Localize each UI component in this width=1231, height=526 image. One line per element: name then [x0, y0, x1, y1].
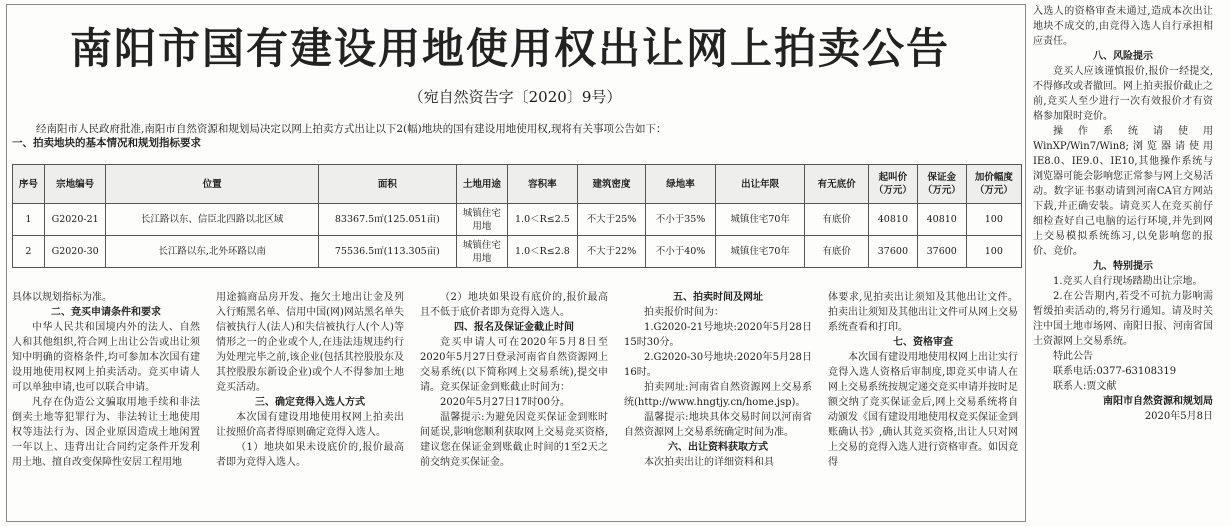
column-3	[420, 290, 608, 470]
header-cell: 出让年限	[716, 165, 805, 204]
table-header-row	[13, 165, 1022, 204]
paragraph: 温馨提示:地块具体交易时间以河南省自然资源网上交易系统确定时间为准。	[624, 412, 812, 438]
table-cell: 城镇住宅用地	[456, 236, 507, 268]
paragraph: （2）地块如果设有底价的,报价最高且不低于底价者即为竞得入选人。	[420, 292, 608, 318]
column-2	[216, 290, 404, 470]
paragraph: 2020年5月27日17时00分。	[440, 397, 570, 408]
plot-table	[12, 164, 1022, 268]
header-cell: 序号	[13, 165, 45, 204]
paragraph: 中华人民共和国境内外的法人、自然人和其他组织,符合网上出让公告或出让须知中明确的资格条件,均可参加本次国有建设用地使用权网上拍卖活动。竞买申请人可以单独申请,也可以联合申请。	[12, 322, 200, 393]
paragraph: 用途搞商品房开发、拖欠土地出让金及列入行贿黑名单、信用中国(网)网站黑名单失信被执行人(法人)和失信被执行人(个人)等情形之一的企业或个人,在违法违规违约行为处理完毕之前,该企业(包括其控股股东及其控股股东新设企业)或个人不得参加土地竞买活动。	[216, 292, 404, 393]
table-row	[13, 236, 1022, 268]
header-cell: 宗地编号	[44, 165, 106, 204]
contact-person: 联系人:贾文献	[1053, 381, 1117, 392]
paragraph: 凡存在伪造公文骗取用地手续和非法倒卖土地等犯罪行为、非法转让土地使用权等违法行为、因企业原因造成土地闲置一年以上、违背出让合同约定条件开发利用土地、擅自改变保障性安居工程用地	[12, 397, 200, 468]
intro-text: 经南阳市人民政府批准,南阳市自然资源和规划局决定以网上拍卖方式出让以下2(幅)地块的国有建设用地使用权,现将有关事项公告如下：	[36, 123, 667, 135]
table-cell: 有底价	[805, 204, 869, 236]
section-heading-9: 九、特别提示	[1093, 261, 1153, 272]
paragraph: 具体以规划指标为准。	[12, 292, 112, 303]
table-cell: 100	[966, 236, 1021, 268]
table-cell: 城镇住宅用地	[456, 204, 507, 236]
table-cell: 1	[13, 204, 45, 236]
paragraph: 本次拍卖出让的详细资料和具	[644, 457, 774, 468]
table-cell: 不大于25%	[577, 204, 645, 236]
document-number: （宛自然资告字〔2020〕9号）	[408, 88, 622, 106]
paragraph: 入选人的资格审查未通过,造成本次出让地块不成交的,由竞得入选人自行承担相应责任。	[1033, 6, 1213, 47]
header-cell: 保证金（万元）	[917, 165, 966, 204]
paragraph: （1）地块如果未设底价的,报价最高者即为竞得入选人。	[216, 442, 404, 468]
section-heading-8: 八、风险提示	[1093, 51, 1153, 62]
paragraph: 1.G2020-21号地块:2020年5月28日15时30分。	[624, 322, 812, 348]
section-heading-3: 三、确定竞得入选人方式	[255, 397, 365, 408]
header-cell: 起叫价（万元）	[868, 165, 917, 204]
paragraph: 体要求,见拍卖出让须知及其他出让文件。拍卖出让须知及其他出让文件可从网上交易系统查看和打印。	[828, 292, 1018, 333]
paragraph: 1.竞买人自行现场踏勘出让宗地。	[1053, 276, 1203, 287]
closing-text: 特此公告	[1053, 351, 1093, 362]
section-heading-4: 四、报名及保证金截止时间	[454, 322, 574, 333]
column-5	[828, 290, 1018, 470]
paragraph: 2.G2020-30号地块:2020年5月28日16时。	[624, 352, 812, 378]
paragraph: 本次国有建设用地使用权网上拍卖出让按照价高者得原则确定竞得入选人。	[216, 412, 404, 438]
header-cell: 加价幅度（万元）	[966, 165, 1021, 204]
table-cell: 37600	[868, 236, 917, 268]
side-column	[1033, 4, 1213, 424]
notice-title: 南阳市国有建设用地使用权出让网上拍卖公告	[69, 24, 950, 73]
issue-date: 2020年5月8日	[1144, 411, 1213, 422]
table-cell: 2	[13, 236, 45, 268]
section-heading-7: 七、资格审查	[893, 337, 953, 348]
table-row	[13, 204, 1022, 236]
contact-phone: 联系电话:0377-63108319	[1053, 366, 1177, 377]
paragraph: 操作系统请使用WinXP/Win7/Win8;浏览器请使用IE8.0、IE9.0、IE10,其他操作系统与浏览器可能会影响您正常参与网上交易活动。数字证书驱动请到河南CA官方网站下载,并正确安装。请竞买人在竞买前仔细检查好自己电脑的运行环境,并先到网上交易模拟系统练习,以免影响您的报价、竞价。	[1033, 126, 1213, 257]
table-cell: 城镇住宅70年	[716, 236, 805, 268]
table-cell: G2020-30	[44, 236, 106, 268]
table-cell: 有底价	[805, 236, 869, 268]
issuing-organization: 南阳市自然资源和规划局	[1103, 396, 1213, 407]
header-cell: 土地用途	[456, 165, 507, 204]
table-cell: 100	[966, 204, 1021, 236]
paragraph: 本次国有建设用地使用权网上出让实行竞得入选人资格后审制度,即竞买申请人在网上交易系统按规定递交竞买申请并按时足额交纳了竞买保证金后,网上交易系统将自动颁发《国有建设用地使用权竞买保证金到账确认书》,确认其竞买资格,出让人只对网上交易的竞得入选人进行资格审查。如因竞得	[828, 352, 1018, 468]
table-cell: 不小于35%	[645, 204, 715, 236]
table-cell: 长江路以东、信臣北四路以北区域	[106, 204, 318, 236]
section-heading-5: 五、拍卖时间及网址	[673, 292, 763, 303]
header-cell: 有无底价	[805, 165, 869, 204]
table-cell: 不大于22%	[577, 236, 645, 268]
paragraph: 温馨提示:为避免因竞买保证金到账时间延误,影响您顺利获取网上交易竞买资格,建议您在保证金到账截止时间的1至2天之前交纳竞买保证金。	[420, 412, 608, 468]
section-heading-6: 六、出让资料获取方式	[668, 442, 768, 453]
table-cell: 83367.5㎡(125.051亩)	[318, 204, 456, 236]
paragraph: 竞买人应该谨慎报价,报价一经提交,不得修改或者撤回。网上拍卖报价截止之前,竞买人至少进行一次有效报价才有资格参加限时竞价。	[1033, 66, 1213, 122]
table-cell: 40810	[868, 204, 917, 236]
header-cell: 容积率	[507, 165, 577, 204]
table-cell: 75536.5㎡(113.305亩)	[318, 236, 456, 268]
paragraph: 拍卖报价时间为：	[644, 307, 724, 318]
header-cell: 位置	[106, 165, 318, 204]
table-cell: 不小于40%	[645, 236, 715, 268]
paragraph: 竞买申请人可在2020年5月8日至2020年5月27日登录河南省自然资源网上交易系统(以下简称网上交易系统),提交申请。竞买保证金到账截止时间为：	[420, 337, 608, 393]
table-cell: 城镇住宅70年	[716, 204, 805, 236]
table-cell: 1.0＜R≤2.8	[507, 236, 577, 268]
header-cell: 绿地率	[645, 165, 715, 204]
table-cell: 1.0＜R≤2.5	[507, 204, 577, 236]
column-1	[12, 290, 200, 470]
table-cell: 40810	[917, 204, 966, 236]
header-cell: 面积	[318, 165, 456, 204]
paragraph: 拍卖网址:河南省自然资源网上交易系统(http://www.hngtjy.cn/home.jsp)。	[624, 382, 812, 408]
section-heading-2: 二、竞买申请条件和要求	[51, 307, 161, 318]
header-cell: 建筑密度	[577, 165, 645, 204]
table-cell: G2020-21	[44, 204, 106, 236]
table-cell: 长江路以东,北外环路以南	[106, 236, 318, 268]
table-cell: 37600	[917, 236, 966, 268]
section-heading-1: 一、拍卖地块的基本情况和规划指标要求	[12, 137, 201, 149]
column-4	[624, 290, 812, 470]
paragraph: 2.在公告期内,若受不可抗力影响需暂缓拍卖活动的,将另行通知。请及时关注中国土地市场网、南阳日报、河南省国土资源网上交易系统。	[1033, 291, 1213, 347]
